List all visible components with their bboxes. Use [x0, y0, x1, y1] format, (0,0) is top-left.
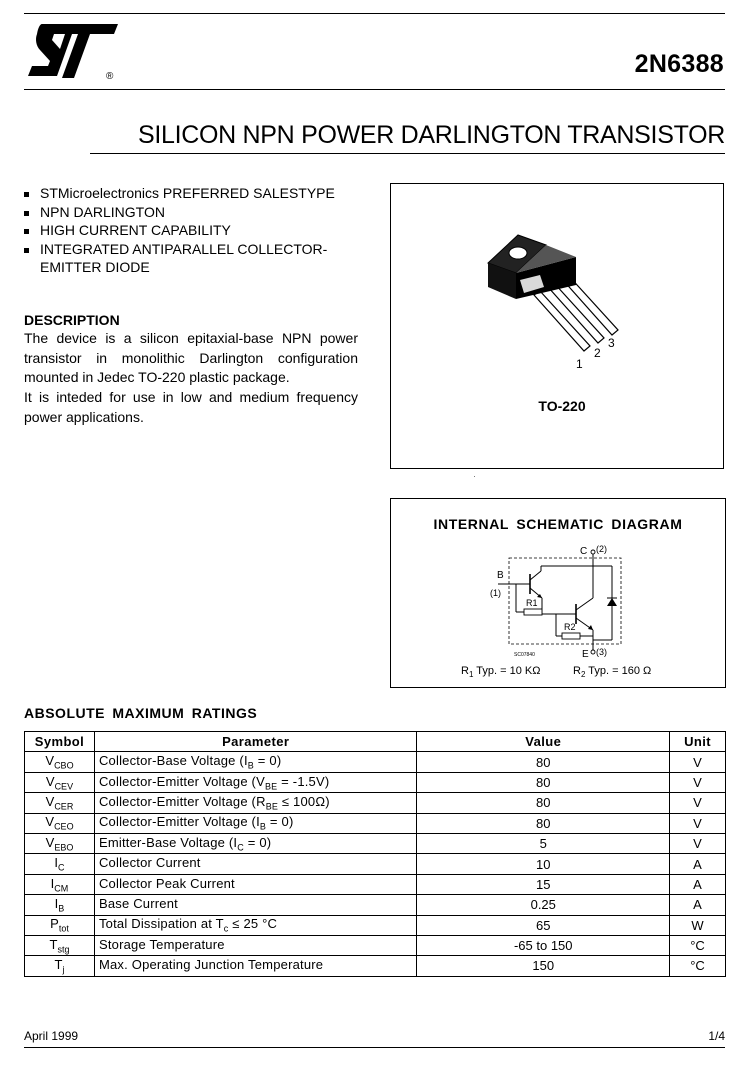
symbol-cell: $P_{tot}$: [25, 915, 95, 935]
parameter-cell: Collector-Emitter Voltage $(R_{BE} \le 100\Omega)$: [94, 793, 417, 813]
table-row: [25, 772, 726, 792]
ratings-heading: ABSOLUTE MAXIMUM RATINGS: [24, 705, 258, 721]
column-header: Unit: [670, 732, 726, 752]
page-number: 1/4: [708, 1029, 725, 1043]
parameter-cell: Storage Temperature: [94, 935, 417, 955]
part-number: 2N6388: [634, 50, 724, 78]
ratings-body: [25, 752, 726, 976]
column-header: Symbol: [25, 732, 95, 752]
title-rule: [90, 153, 725, 154]
unit-cell: V: [670, 813, 726, 833]
value-cell: 150: [417, 956, 670, 976]
r1-label: R1: [526, 598, 538, 608]
unit-cell: °C: [670, 956, 726, 976]
table-row: [25, 935, 726, 955]
r2-value: $R_2$ Typ. = 160 Ω: [573, 665, 652, 680]
parameter-cell: Max. Operating Junction Temperature: [94, 956, 417, 976]
symbol-cell: $I_C$: [25, 854, 95, 874]
pin-label: 3: [608, 336, 615, 350]
table-row: [25, 956, 726, 976]
value-cell: -65 to 150: [417, 935, 670, 955]
symbol-cell: $I_B$: [25, 895, 95, 915]
value-cell: 80: [417, 752, 670, 772]
parameter-cell: Emitter-Base Voltage $(I_C = 0)$: [94, 833, 417, 853]
parameter-cell: Collector Peak Current: [94, 874, 417, 894]
value-cell: 80: [417, 793, 670, 813]
footer-rule: [24, 1047, 725, 1048]
schematic-diagram: [486, 540, 636, 662]
to220-package-image: [480, 225, 640, 375]
base-pin: (1): [490, 588, 501, 598]
base-label: B: [497, 570, 504, 581]
description-paragraph: The device is a silicon epitaxial-base NPN power transistor in monolithic Darlington configuration mounted in Jedec TO-220 plastic package.: [24, 330, 358, 385]
parameter-cell: Base Current: [94, 895, 417, 915]
table-row: [25, 813, 726, 833]
value-cell: 80: [417, 772, 670, 792]
emitter-label: E: [582, 649, 589, 660]
schematic-code: SC07840: [514, 652, 535, 658]
parameter-cell: Collector Current: [94, 854, 417, 874]
unit-cell: V: [670, 772, 726, 792]
feature-item: INTEGRATED ANTIPARALLEL COLLECTOR-EMITTER DIODE: [24, 240, 364, 277]
table-row: [25, 752, 726, 772]
symbol-cell: $T_{stg}$: [25, 935, 95, 955]
parameter-cell: Collector-Emitter Voltage $(I_B = 0)$: [94, 813, 417, 833]
value-cell: 10: [417, 854, 670, 874]
page-title: SILICON NPN POWER DARLINGTON TRANSISTOR: [137, 121, 725, 149]
footer-date: April 1999: [24, 1029, 79, 1043]
symbol-cell: $I_{CM}$: [25, 874, 95, 894]
feature-item: HIGH CURRENT CAPABILITY: [24, 221, 364, 240]
value-cell: 80: [417, 813, 670, 833]
table-row: [25, 915, 726, 935]
table-row: [25, 854, 726, 874]
st-logo: [26, 24, 122, 82]
table-row: [25, 895, 726, 915]
value-cell: 5: [417, 833, 670, 853]
unit-cell: A: [670, 895, 726, 915]
unit-cell: V: [670, 752, 726, 772]
symbol-cell: $V_{CER}$: [25, 793, 95, 813]
package-label: TO-220: [538, 398, 586, 414]
value-cell: 15: [417, 874, 670, 894]
schematic-title: INTERNAL SCHEMATIC DIAGRAM: [433, 516, 683, 532]
table-row: [25, 793, 726, 813]
column-header: Parameter: [94, 732, 417, 752]
symbol-cell: $V_{CEV}$: [25, 772, 95, 792]
pin-label: 2: [594, 346, 601, 360]
column-header: Value: [417, 732, 670, 752]
unit-cell: V: [670, 833, 726, 853]
ratings-table: [24, 731, 726, 977]
r1-value: $R_1$ Typ. = 10 KΩ: [461, 665, 541, 680]
symbol-cell: $V_{CBO}$: [25, 752, 95, 772]
table-header-row: [25, 732, 726, 752]
description-heading: DESCRIPTION: [24, 312, 120, 328]
description-paragraph: It is inteded for use in low and medium frequency power applications.: [24, 389, 358, 425]
feature-item: STMicroelectronics PREFERRED SALESTYPE: [24, 184, 364, 203]
table-row: [25, 874, 726, 894]
parameter-cell: Total Dissipation at $T_c \le 25$ °C: [94, 915, 417, 935]
feature-item: NPN DARLINGTON: [24, 203, 364, 222]
top-rule: [24, 13, 725, 14]
r2-label: R2: [564, 622, 576, 632]
stray-dot: [474, 476, 475, 477]
registered-mark: ®: [106, 71, 114, 82]
header-rule: [24, 89, 725, 90]
parameter-cell: Collector-Base Voltage $(I_B = 0)$: [94, 752, 417, 772]
collector-pin: (2): [596, 544, 607, 554]
value-cell: 0.25: [417, 895, 670, 915]
symbol-cell: $V_{EBO}$: [25, 833, 95, 853]
pin-label: 1: [576, 357, 583, 371]
emitter-pin: (3): [596, 647, 607, 657]
collector-label: C: [580, 546, 588, 557]
unit-cell: A: [670, 874, 726, 894]
value-cell: 65: [417, 915, 670, 935]
parameter-cell: Collector-Emitter Voltage $(V_{BE} = -1.5V)$: [94, 772, 417, 792]
unit-cell: V: [670, 793, 726, 813]
symbol-cell: $T_j$: [25, 956, 95, 976]
table-row: [25, 833, 726, 853]
feature-list: [24, 184, 364, 277]
unit-cell: °C: [670, 935, 726, 955]
symbol-cell: $V_{CEO}$: [25, 813, 95, 833]
unit-cell: A: [670, 854, 726, 874]
unit-cell: W: [670, 915, 726, 935]
